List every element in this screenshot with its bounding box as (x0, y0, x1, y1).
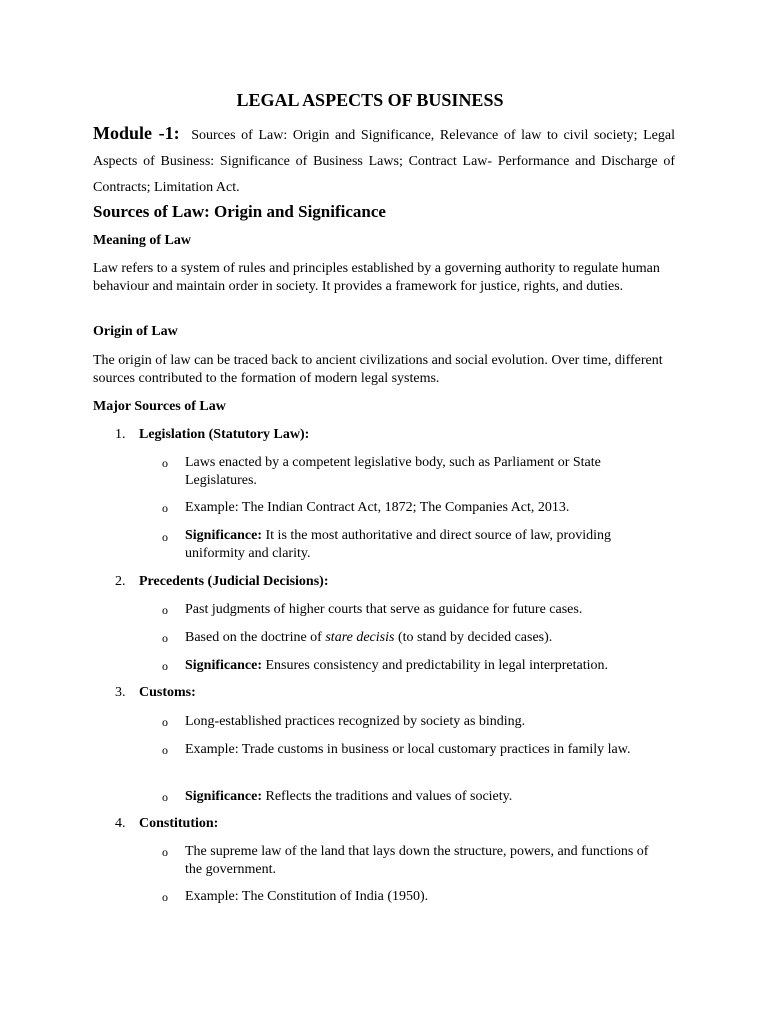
list-item (185, 657, 665, 675)
list-item (185, 788, 665, 806)
bullet-icon: o (162, 659, 168, 673)
list-item: The supreme law of the land that lays down the structure, powers, and functions of the government. (185, 844, 649, 877)
major-sources-heading: Major Sources of Law (93, 399, 226, 414)
bullet-icon: o (162, 631, 168, 645)
bullet-icon: o (162, 456, 168, 470)
list-item: Long-established practices recognized by society as binding. (185, 714, 526, 729)
origin-heading: Origin of Law (93, 324, 178, 339)
list-item (185, 527, 665, 563)
significance-text: It is the most authoritative and direct source of law, providing uniformity and clarity. (185, 528, 612, 561)
list-number: 4. (115, 816, 126, 831)
bullet-icon: o (162, 845, 168, 859)
meaning-paragraph: Law refers to a system of rules and principles established by a governing authority to regulate human behaviour and maintain order in society. It provides a framework for justice, rights, and duties. (93, 261, 660, 294)
legislation-heading: Legislation (Statutory Law): (139, 427, 310, 442)
document-title: LEGAL ASPECTS OF BUSINESS (236, 90, 504, 110)
doctrine-text-post: (to stand by decided cases). (397, 630, 553, 645)
constitution-heading: Constitution: (139, 816, 219, 831)
list-item: Past judgments of higher courts that serve as guidance for future cases. (185, 602, 583, 617)
significance-label: Significance: (185, 528, 262, 543)
list-number: 1. (115, 427, 126, 442)
precedents-heading: Precedents (Judicial Decisions): (139, 574, 329, 589)
significance-label: Significance: (185, 658, 262, 673)
meaning-heading: Meaning of Law (93, 233, 191, 248)
module-text: Sources of Law: Origin and Significance, Relevance of law to civil society; Legal Aspects of Business: Significance of Business Laws; Contract Law- Performance and Discharge of Contracts; Limitation Act. (93, 128, 675, 195)
significance-text: Reflects the traditions and values of society. (265, 789, 513, 804)
list-number: 2. (115, 574, 126, 589)
bullet-icon: o (162, 530, 168, 544)
list-item: Example: The Indian Contract Act, 1872; The Companies Act, 2013. (185, 500, 570, 515)
list-item: Example: Trade customs in business or local customary practices in family law. (185, 742, 631, 757)
customs-heading: Customs: (139, 685, 196, 700)
origin-paragraph: The origin of law can be traced back to ancient civilizations and social evolution. Over time, different sources contributed to the formation of modern legal systems. (93, 353, 663, 386)
list-number: 3. (115, 685, 126, 700)
bullet-icon: o (162, 790, 168, 804)
stare-decisis-term: stare decisis (325, 630, 395, 645)
section-heading: Sources of Law: Origin and Significance (93, 202, 386, 221)
bullet-icon: o (162, 715, 168, 729)
list-item: Example: The Constitution of India (1950). (185, 889, 429, 904)
bullet-icon: o (162, 501, 168, 515)
significance-label: Significance: (185, 789, 262, 804)
bullet-icon: o (162, 603, 168, 617)
doctrine-text-pre: Based on the doctrine of (185, 630, 322, 645)
list-item (185, 629, 665, 647)
significance-text: Ensures consistency and predictability in legal interpretation. (265, 658, 609, 673)
module-label: Module -1: (93, 123, 180, 143)
bullet-icon: o (162, 743, 168, 757)
list-item: Laws enacted by a competent legislative body, such as Parliament or State Legislatures. (185, 455, 601, 488)
bullet-icon: o (162, 890, 168, 904)
module-summary (93, 120, 675, 201)
